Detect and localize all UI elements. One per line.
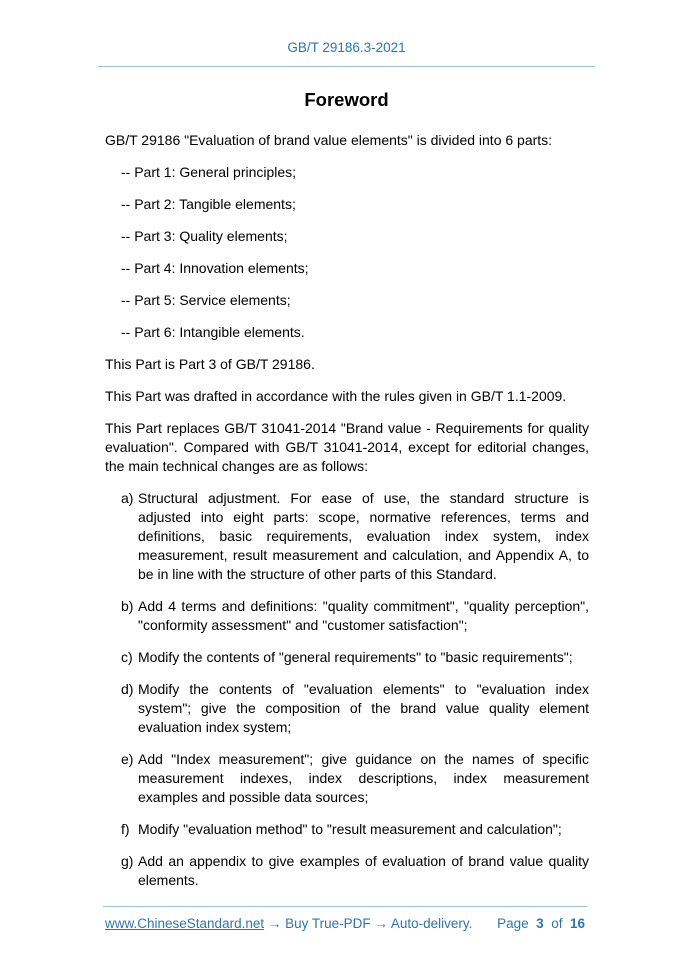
part-list-item: -- Part 5: Service elements; <box>121 292 291 308</box>
change-list-item <box>121 680 589 737</box>
page-number <box>497 916 585 931</box>
change-list-item <box>121 852 589 890</box>
change-list-item <box>121 597 589 635</box>
page-label: Page <box>497 916 529 931</box>
current-page: 3 <box>536 916 544 931</box>
item-text: Modify "evaluation method" to "result measurement and calculation"; <box>138 821 562 837</box>
item-marker: c) <box>121 649 133 665</box>
footer-tagline: → Buy True-PDF → Auto-delivery. <box>264 916 473 931</box>
footer-promo <box>105 916 472 931</box>
page-footer <box>105 916 585 931</box>
item-text: Modify the contents of "general requirements" to "basic requirements"; <box>138 649 573 665</box>
change-list-item <box>121 820 589 839</box>
part-list-item: -- Part 4: Innovation elements; <box>121 260 309 276</box>
paragraph: This Part was drafted in accordance with the rules given in GB/T 1.1-2009. <box>105 388 567 404</box>
item-text: Add an appendix to give examples of evaluation of brand value quality elements. <box>138 853 589 888</box>
footer-divider <box>103 906 587 907</box>
item-marker: f) <box>121 821 130 837</box>
item-text: Structural adjustment. For ease of use, the standard structure is adjusted into eight parts: scope, normative references, terms and definitions, basic requirements, evaluation index system, index measurement, result measurement and calculation, and Appendix A, to be in line with the structure of other parts of this Standard. <box>138 490 589 582</box>
change-list-item <box>121 648 589 667</box>
website-link[interactable]: www.ChineseStandard.net <box>105 916 265 931</box>
paragraph: This Part replaces GB/T 31041-2014 "Brand value - Requirements for quality evaluation". Compared with GB/T 31041-2014, except for editorial changes, the main technical changes are as follows: <box>105 420 589 474</box>
running-header: GB/T 29186.3-2021 <box>287 40 406 55</box>
total-pages: 16 <box>569 916 585 931</box>
item-marker: e) <box>121 751 134 767</box>
part-list-item: -- Part 6: Intangible elements. <box>121 324 305 340</box>
item-text: Add "Index measurement"; give guidance on the names of specific measurement indexes, index descriptions, index measurement examples and possible data sources; <box>138 751 589 805</box>
item-text: Modify the contents of "evaluation elements" to "evaluation index system"; give the composition of the brand value quality element evaluation index system; <box>138 681 589 735</box>
item-text: Add 4 terms and definitions: "quality commitment", "quality perception", "conformity assessment" and "customer satisfaction"; <box>138 598 589 633</box>
part-list-item: -- Part 2: Tangible elements; <box>121 196 296 212</box>
section-title: Foreword <box>304 89 389 110</box>
change-list-item <box>121 489 589 584</box>
paragraph: This Part is Part 3 of GB/T 29186. <box>105 356 315 372</box>
part-list-item: -- Part 3: Quality elements; <box>121 228 288 244</box>
item-marker: g) <box>121 853 134 869</box>
of-label: of <box>551 916 563 931</box>
item-marker: d) <box>121 681 134 697</box>
item-marker: b) <box>121 598 134 614</box>
change-list-item <box>121 750 589 807</box>
header-divider <box>98 66 595 67</box>
item-marker: a) <box>121 490 134 506</box>
part-list-item: -- Part 1: General principles; <box>121 164 297 180</box>
intro-paragraph: GB/T 29186 "Evaluation of brand value elements" is divided into 6 parts: <box>105 132 553 148</box>
foreword-body <box>105 131 589 903</box>
